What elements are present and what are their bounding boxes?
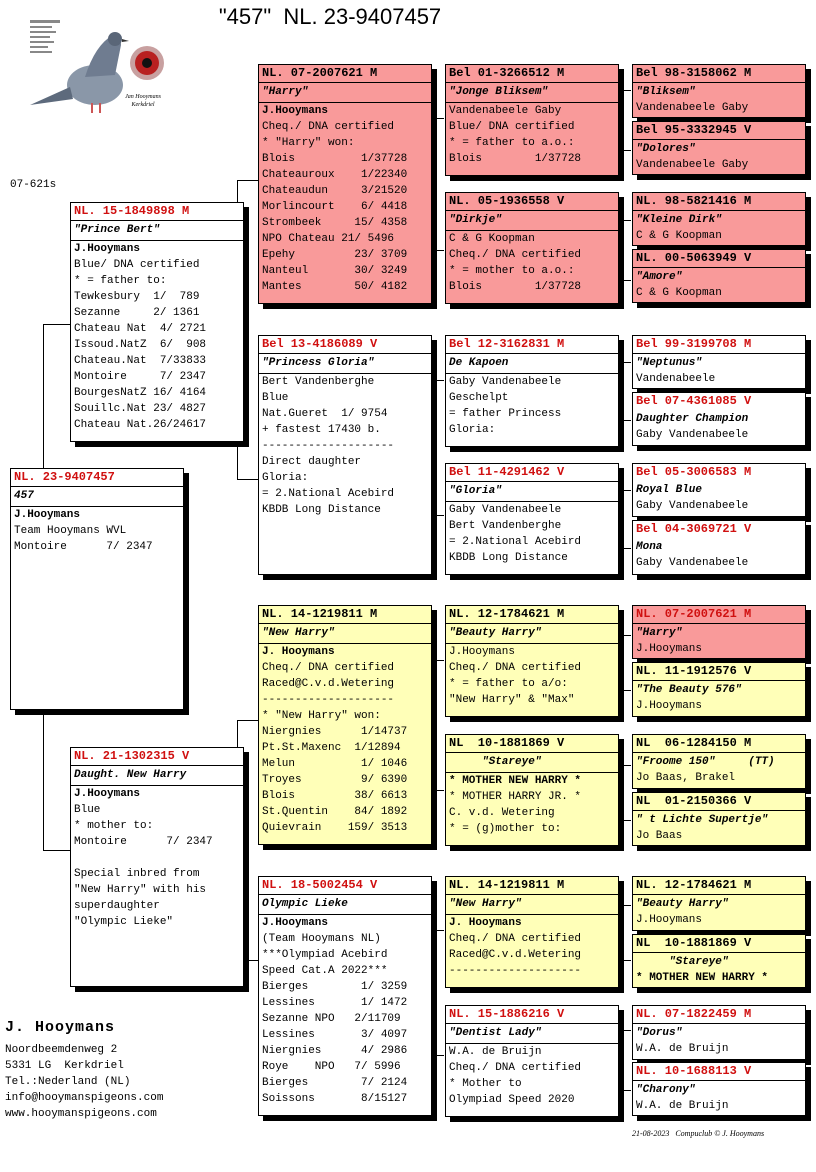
result-line: Strombeek 15/ 4358 [262, 217, 408, 229]
ring-number: NL. 14-1219811 M [259, 606, 431, 624]
pigeon-name: Olympic Lieke [259, 895, 431, 915]
result-line: Nanteul 30/ 3249 [262, 265, 408, 277]
info-line: "New Harry" & "Max" [449, 694, 575, 706]
result-line: Pt.St.Maxenc 1/12894 [262, 742, 401, 754]
info-line: Special inbred from [74, 868, 200, 880]
info-line: W.A. de Bruijn [449, 1046, 542, 1058]
info-line: Cheq./ DNA certified [262, 662, 395, 674]
ssd-card[interactable] [445, 192, 619, 304]
logo [25, 15, 175, 125]
pigeon-name: "Stareye" [446, 753, 618, 773]
pigeon-name: 457 [11, 487, 183, 507]
info-line: -------------------- [262, 694, 395, 706]
info-line: Cheq./ DNA certified [262, 121, 395, 133]
g4-card-11[interactable] [632, 734, 806, 789]
g4-card-13[interactable] [632, 876, 806, 931]
result-line: Blois 38/ 6613 [262, 790, 408, 802]
result-line: Bierges 1/ 3259 [262, 981, 408, 993]
info-line: Team Hooymans WVL [14, 525, 127, 537]
ring-number: NL. 12-1784621 M [446, 606, 618, 624]
info-line: Olympiad Speed 2020 [449, 1094, 575, 1106]
ring-number: NL. 07-1822459 M [633, 1006, 805, 1024]
dsd-card[interactable] [445, 734, 619, 846]
info-line: ***Olympiad Acebird [262, 949, 388, 961]
g4-card-6[interactable] [632, 392, 806, 446]
info-line: * MOTHER NEW HARRY * [449, 775, 582, 787]
dam-sire-card[interactable] [258, 605, 432, 845]
info-line: + fastest 17430 b. [262, 424, 381, 436]
result-line: Chateau Nat.26/24617 [74, 419, 207, 431]
ring-number: NL 10-1881869 V [446, 735, 618, 753]
ring-number: Bel 01-3266512 M [446, 65, 618, 83]
info-line: * Mother to [449, 1078, 522, 1090]
info-line: J.Hooymans [74, 788, 141, 800]
ring-number: NL. 18-5002454 V [259, 877, 431, 895]
g4-card-3[interactable] [632, 192, 806, 246]
info-line: J.Hooymans [74, 243, 141, 255]
info-line: * = father to: [74, 275, 167, 287]
pigeon-name: "Prince Bert" [71, 221, 243, 241]
info-line: Blue [74, 804, 101, 816]
pigeon-name: "Gloria" [446, 482, 618, 502]
info-line: Vandenabeele Gaby [449, 105, 562, 117]
g4-card-9[interactable] [632, 605, 806, 659]
info-line: Gloria: [449, 424, 496, 436]
info-line: J.Hooymans [14, 509, 81, 521]
g4-card-12[interactable] [632, 792, 806, 846]
ring-number: NL. 05-1936558 V [446, 193, 618, 211]
info-line: Nat.Gueret 1/ 9754 [262, 408, 388, 420]
info-line: Gaby Vandenabeele [449, 376, 562, 388]
g4-card-5[interactable] [632, 335, 806, 389]
info-line: W.A. de Bruijn [636, 1043, 729, 1055]
info-line: Raced@C.v.d.Wetering [262, 678, 395, 690]
result-line: Roye NPO 7/ 5996 [262, 1061, 401, 1073]
info-line: * = father to a.o.: [449, 137, 575, 149]
pigeon-name: "Dirkje" [446, 211, 618, 231]
pigeon-name: "Kleine Dirk" [636, 214, 722, 226]
info-line: Geschelpt [449, 392, 509, 404]
pigeon-name: "Harry" [259, 83, 431, 103]
info-line: Gaby Vandenabeele [636, 500, 749, 512]
pigeon-name: "Charony" [636, 1084, 696, 1096]
sss-card[interactable] [445, 64, 619, 176]
ring-number: Bel 99-3199708 M [633, 336, 805, 354]
info-line: Speed Cat.A 2022*** [262, 965, 388, 977]
info-line: superdaughter [74, 900, 160, 912]
info-line: Bert Vandenberghe [449, 520, 562, 532]
info-line: Gloria: [262, 472, 309, 484]
ring-number: Bel 11-4291462 V [446, 464, 618, 482]
info-line: * = father to a/o: [449, 678, 568, 690]
ring-number: NL. 07-2007621 M [259, 65, 431, 83]
dam-card[interactable] [70, 747, 244, 987]
info-line: Montoire 7/ 2347 [74, 836, 213, 848]
result-line: NPO Chateau 21/ 5496 [262, 233, 395, 245]
pigeon-name: "Bliksem" [636, 86, 696, 98]
owner-address-line: Noordbeemdenweg 2 [5, 1044, 118, 1056]
info-line: Gaby Vandenabeele [636, 429, 749, 441]
dam-dam-card[interactable] [258, 876, 432, 1116]
owner-email-link[interactable]: info@hooymanspigeons.com [5, 1092, 164, 1104]
result-line: Epehy 23/ 3709 [262, 249, 408, 261]
info-line: Gaby Vandenabeele [449, 504, 562, 516]
dds-card[interactable] [445, 876, 619, 988]
ring-number: Bel 07-4361085 V [636, 394, 752, 408]
pigeon-name: Royal Blue [636, 484, 703, 496]
info-line: * = mother to a.o.: [449, 265, 575, 277]
sire-sire-card[interactable] [258, 64, 432, 304]
svg-text:Kerkdriel: Kerkdriel [131, 102, 155, 108]
result-line: BourgesNatZ 16/ 4164 [74, 387, 207, 399]
dss-card[interactable] [445, 605, 619, 717]
info-line: J.Hooymans [636, 700, 703, 712]
info-line: C & G Koopman [636, 287, 722, 299]
info-line: -------------------- [449, 965, 582, 977]
g4-card-16[interactable] [632, 1062, 806, 1116]
result-line: Bierges 7/ 2124 [262, 1077, 408, 1089]
pigeon-name: "Beauty Harry" [636, 898, 729, 910]
info-line: W.A. de Bruijn [636, 1100, 729, 1112]
result-line: Montoire 7/ 2347 [74, 371, 207, 383]
pigeon-name: "Amore" [636, 271, 683, 283]
info-line: C & G Koopman [449, 233, 535, 245]
info-line: -------------------- [262, 440, 395, 452]
ring-number: NL. 11-1912576 V [633, 663, 805, 681]
info-line: Cheq./ DNA certified [449, 1062, 582, 1074]
info-line: * MOTHER NEW HARRY * [636, 972, 769, 984]
g4-card-8[interactable] [632, 520, 806, 575]
owner-website-link[interactable]: www.hooymanspigeons.com [5, 1108, 157, 1120]
pedigree-title: "457" NL. 23-9407457 [218, 4, 442, 29]
result-line: Blois 1/37728 [262, 153, 408, 165]
info-line: Blue/ DNA certified [74, 259, 200, 271]
ring-number: NL 06-1284150 M [633, 735, 805, 753]
info-line: Cheq./ DNA certified [449, 933, 582, 945]
info-line: * "New Harry" won: [262, 710, 381, 722]
pigeon-name: "Froome 150" (TT) [636, 756, 775, 768]
result-line: Chateau.Nat 7/33833 [74, 355, 207, 367]
g4-card-1[interactable] [632, 64, 806, 118]
info-line: J. Hooymans [262, 646, 335, 658]
result-line: Troyes 9/ 6390 [262, 774, 408, 786]
result-line: Melun 1/ 1046 [262, 758, 408, 770]
info-line: Blue/ DNA certified [449, 121, 575, 133]
subject-pigeon-card[interactable] [10, 468, 184, 710]
result-line: St.Quentin 84/ 1892 [262, 806, 408, 818]
pigeon-name: "Beauty Harry" [446, 624, 618, 644]
pigeon-name: "Neptunus" [636, 357, 703, 369]
pigeon-name: " t Lichte Supertje" [636, 814, 769, 826]
info-line [71, 850, 243, 866]
info-line: (Team Hooymans NL) [262, 933, 381, 945]
info-line: * MOTHER HARRY JR. * [449, 791, 582, 803]
sdd-card[interactable] [445, 463, 619, 575]
result-line: Quievrain 159/ 3513 [262, 822, 408, 834]
info-line: Cheq./ DNA certified [449, 662, 582, 674]
result-line: Lessines 3/ 4097 [262, 1029, 408, 1041]
info-line: * = (g)mother to: [449, 823, 562, 835]
owner-address-line: Tel.:Nederland (NL) [5, 1076, 131, 1088]
info-line: J.Hooymans [262, 917, 329, 929]
g4-card-14[interactable] [632, 934, 806, 988]
footer-credit: 21-08-2023 Compuclub © J. Hooymans [632, 1129, 765, 1138]
info-line: J. Hooymans [449, 917, 522, 929]
pigeon-name: Daughter Champion [636, 413, 749, 425]
ring-number: NL. 07-2007621 M [633, 606, 805, 624]
info-line: J.Hooymans [636, 643, 703, 655]
info-line: = 2.National Acebird [262, 488, 395, 500]
info-line: KBDB Long Distance [262, 504, 381, 516]
info-line: Jo Baas [636, 830, 683, 842]
info-line: = 2.National Acebird [449, 536, 582, 548]
pigeon-name: "New Harry" [446, 895, 618, 915]
g4-card-15[interactable] [632, 1005, 806, 1060]
info-line: C. v.d. Wetering [449, 807, 555, 819]
g4-card-10[interactable] [632, 662, 806, 717]
info-line: KBDB Long Distance [449, 552, 568, 564]
ring-number: NL 01-2150366 V [633, 793, 805, 811]
result-line: Sezanne 2/ 1361 [74, 307, 200, 319]
info-line: * "Harry" won: [262, 137, 355, 149]
info-line: Direct daughter [262, 456, 362, 468]
info-line: Blois 1/37728 [449, 281, 582, 293]
info-line: J.Hooymans [262, 105, 329, 117]
pigeon-name: "Harry" [636, 627, 683, 639]
info-line: Vandenabeele Gaby [636, 102, 749, 114]
ring-number: NL. 15-1849898 M [71, 203, 243, 221]
g4-card-2[interactable] [632, 121, 806, 175]
pigeon-name: "Princess Gloria" [259, 354, 431, 374]
ring-number: Bel 04-3069721 V [636, 522, 752, 536]
ring-number: Bel 05-3006583 M [636, 465, 752, 479]
info-line: Blue [262, 392, 289, 404]
result-line: Morlincourt 6/ 4418 [262, 201, 408, 213]
pigeon-name: "Stareye" [636, 956, 729, 968]
ring-number: NL. 21-1302315 V [71, 748, 243, 766]
result-line: Lessines 1/ 1472 [262, 997, 408, 1009]
result-line: Sezanne NPO 2/11709 [262, 1013, 401, 1025]
code-label: 07-621s [10, 179, 57, 191]
result-line: Chateaudun 3/21520 [262, 185, 408, 197]
pigeon-name: Daught. New Harry [71, 766, 243, 786]
result-line: Chateau Nat 4/ 2721 [74, 323, 207, 335]
ring-number: Bel 12-3162831 M [446, 336, 618, 354]
g4-card-7[interactable] [632, 463, 806, 517]
owner-name: J. Hooymans [5, 1019, 116, 1036]
info-line: Raced@C.v.d.Wetering [449, 949, 582, 961]
ring-number: NL. 14-1219811 M [446, 877, 618, 895]
pigeon-name: "Dorus" [636, 1027, 683, 1039]
sire-dam-card[interactable] [258, 335, 432, 575]
ring-number: NL. 10-1688113 V [633, 1063, 805, 1081]
result-line: Niergnies 4/ 2986 [262, 1045, 408, 1057]
info-line: Blois 1/37728 [449, 153, 582, 165]
pigeon-name: "Jonge Bliksem" [446, 83, 618, 103]
g4-card-4[interactable] [632, 249, 806, 303]
pigeon-name: De Kapoen [446, 354, 618, 374]
info-line: Montoire 7/ 2347 [14, 541, 153, 553]
ring-number: NL 10-1881869 V [633, 935, 805, 953]
ring-number: Bel 98-3158062 M [633, 65, 805, 83]
info-line: Jo Baas, Brakel [636, 772, 736, 784]
result-line: Niergnies 1/14737 [262, 726, 408, 738]
ring-number: Bel 13-4186089 V [259, 336, 431, 354]
result-line: Soissons 8/15127 [262, 1093, 408, 1105]
info-line: Gaby Vandenabeele [636, 557, 749, 569]
ring-number: NL. 15-1886216 V [446, 1006, 618, 1024]
ring-number: NL. 12-1784621 M [633, 877, 805, 895]
info-line: J.Hooymans [636, 914, 703, 926]
pigeon-name: Mona [636, 541, 663, 553]
sire-card[interactable] [70, 202, 244, 442]
info-line: C & G Koopman [636, 230, 722, 242]
info-line: * mother to: [74, 820, 154, 832]
owner-address-line: 5331 LG Kerkdriel [5, 1060, 124, 1072]
result-line: Tewkesbury 1/ 789 [74, 291, 200, 303]
pigeon-name: "Dentist Lady" [446, 1024, 618, 1044]
info-line: Vandenabeele Gaby [636, 159, 749, 171]
pigeon-name: "New Harry" [259, 624, 431, 644]
ddd-card[interactable] [445, 1005, 619, 1117]
result-line: Chateauroux 1/22340 [262, 169, 408, 181]
ring-number: Bel 95-3332945 V [633, 122, 805, 140]
ring-number: NL. 00-5063949 V [633, 250, 805, 268]
result-line: Mantes 50/ 4182 [262, 281, 408, 293]
result-line: Issoud.NatZ 6/ 908 [74, 339, 207, 351]
info-line: = father Princess [449, 408, 562, 420]
ring-number: NL. 23-9407457 [11, 469, 183, 487]
info-line: "New Harry" with his [74, 884, 207, 896]
pigeon-name: "The Beauty 576" [636, 684, 742, 696]
info-line: "Olympic Lieke" [74, 916, 174, 928]
pigeon-name: "Dolores" [636, 143, 696, 155]
info-line: J.Hooymans [449, 646, 516, 658]
info-line: Bert Vandenberghe [262, 376, 375, 388]
sds-card[interactable] [445, 335, 619, 447]
info-line: Vandenabeele [636, 373, 716, 385]
info-line: Cheq./ DNA certified [449, 249, 582, 261]
ring-number: NL. 98-5821416 M [633, 193, 805, 211]
svg-text:Jan Hooymans: Jan Hooymans [125, 94, 161, 100]
result-line: Souillc.Nat 23/ 4827 [74, 403, 207, 415]
